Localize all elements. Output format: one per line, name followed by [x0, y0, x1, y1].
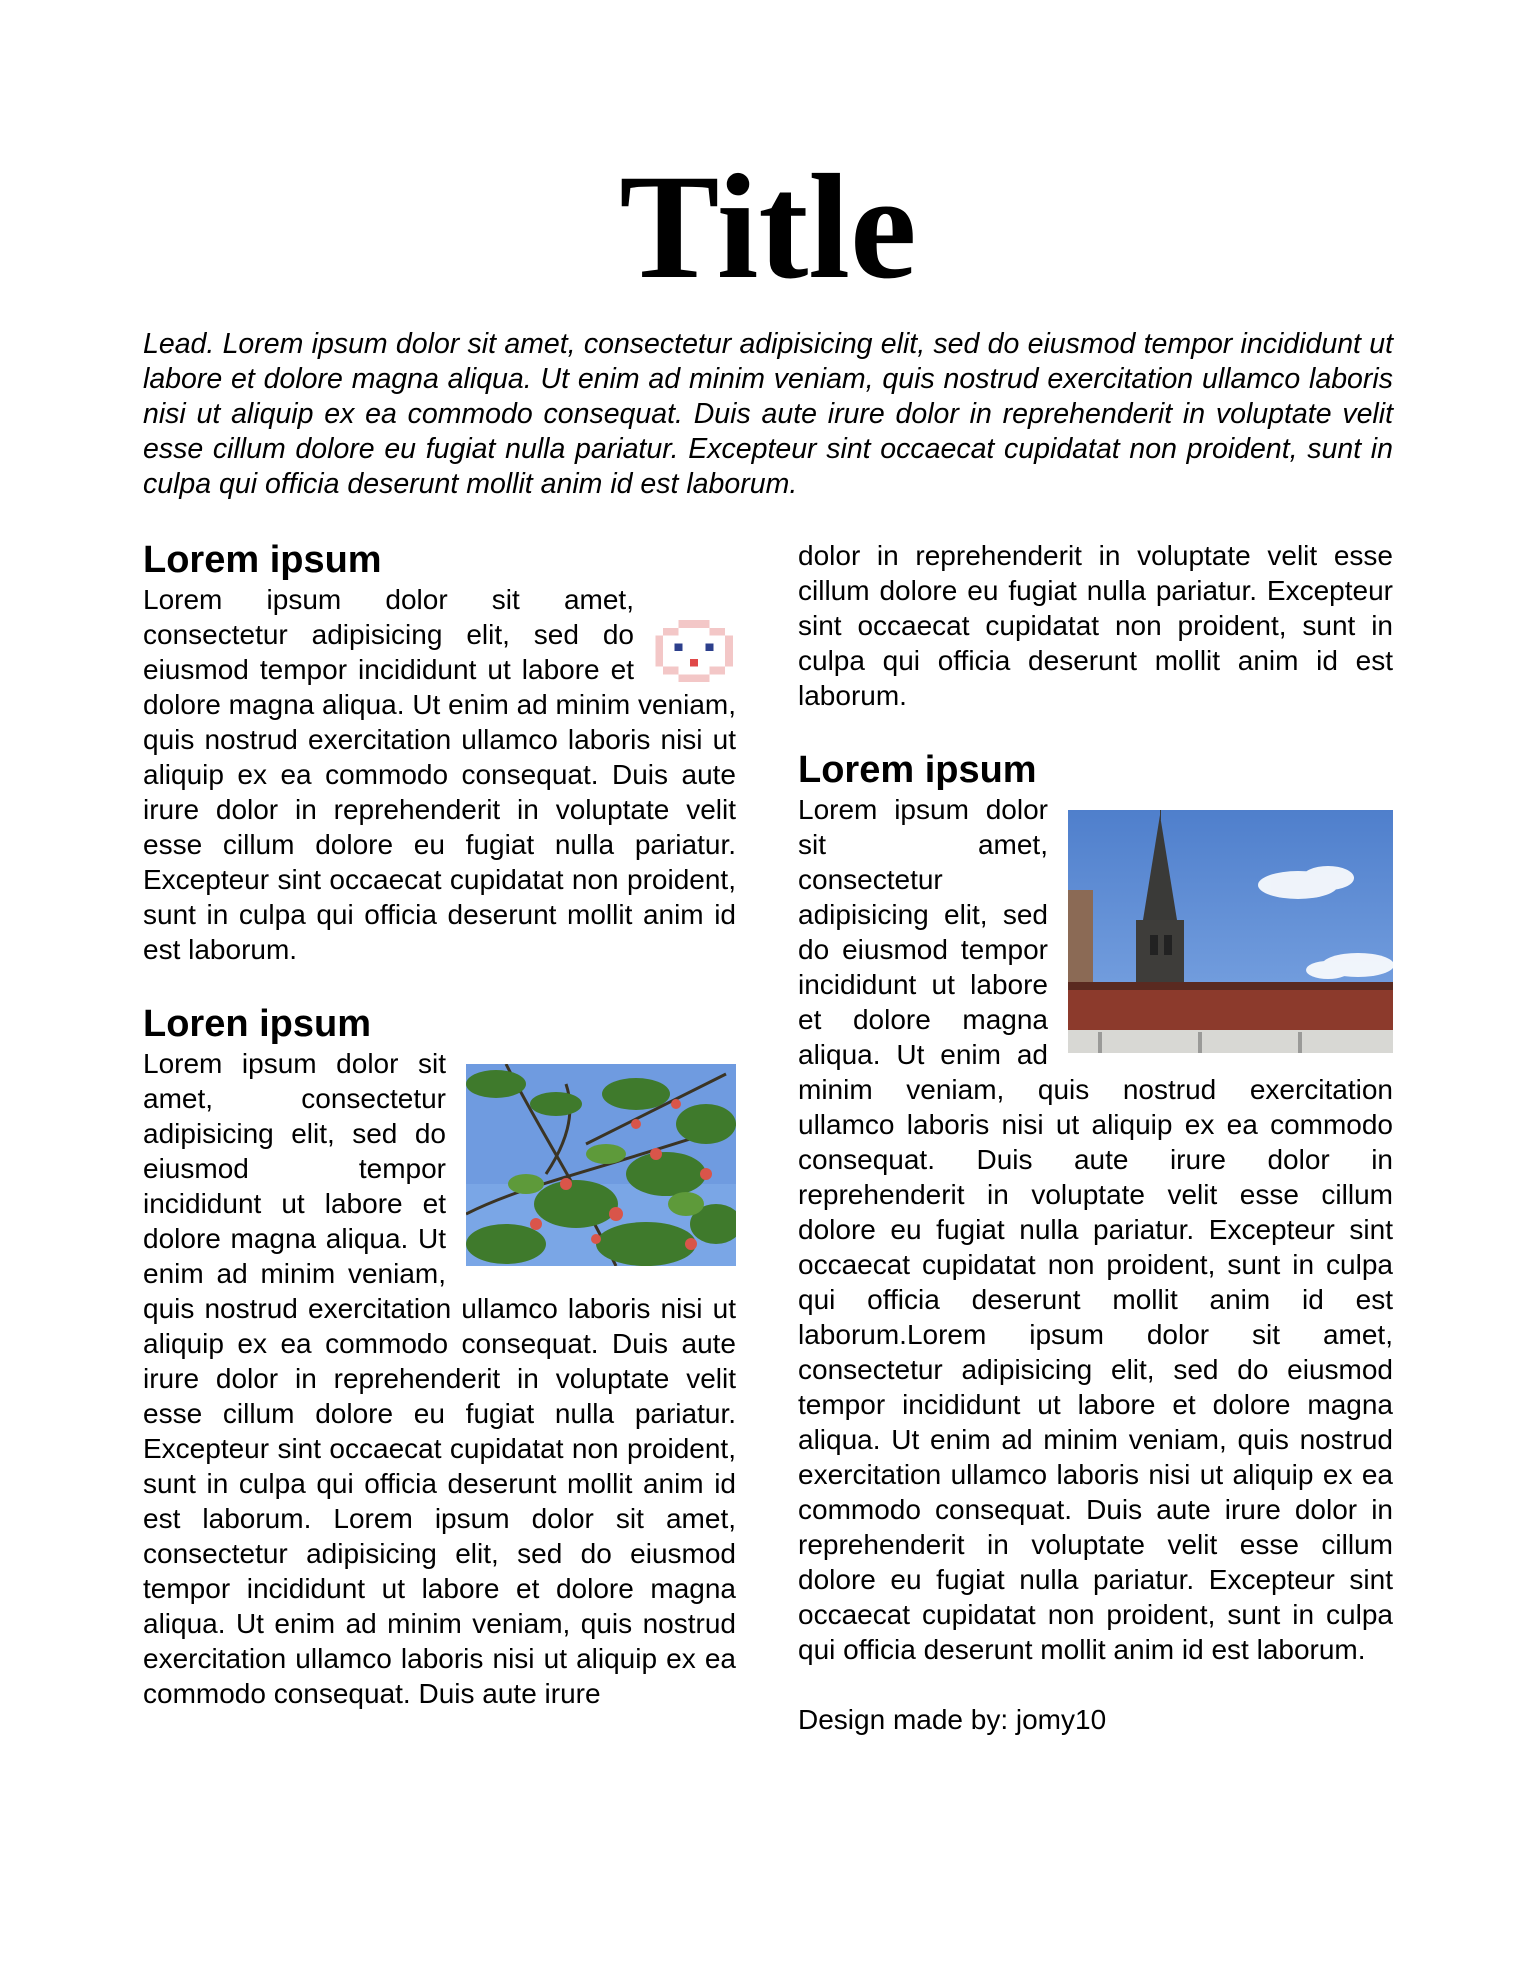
section-2-continued: dolor in reprehenderit in voluptate velit esse cillum dolore eu fugiat nulla pariatur. Excepteur sint occaecat cupidatat non proident, sunt in culpa qui officia deserunt mollit anim id est laborum. [798, 540, 1393, 711]
section-3-heading: Lorem ipsum [798, 749, 1037, 791]
design-credit: Design made by: jomy10 [798, 1704, 1107, 1735]
right-column [798, 538, 1393, 1737]
tree-branches-photo [466, 1064, 736, 1266]
section-1-heading: Lorem ipsum [143, 539, 382, 581]
lead-paragraph: Lead. Lorem ipsum dolor sit amet, consectetur adipisicing elit, sed do eiusmod tempor incididunt ut labore et dolore magna aliqua. Ut enim ad minim veniam, quis nostrud exercitation ullamco laboris nisi ut aliquip ex ea commodo consequat. Duis aute irure dolor in reprehenderit in voluptate velit esse cillum dolore eu fugiat nulla pariatur. Excepteur sint occaecat cupidatat non proident, sunt in culpa qui officia deserunt mollit anim id est laborum. [143, 328, 1393, 500]
section-2-heading: Loren ipsum [143, 1003, 372, 1045]
section-1-body: Lorem ipsum dolor sit amet, consectetur adipisicing elit, sed do eiusmod tempor incididunt ut labore et dolore magna aliqua. Ut enim ad minim veniam, quis nostrud exercitation ullamco laboris nisi ut aliquip ex ea commodo consequat. Duis aute irure dolor in reprehenderit in voluptate velit esse cillum dolore eu fugiat nulla pariatur. Excepteur sint occaecat cupidatat non proident, sunt in culpa qui officia deserunt mollit anim id est laborum. [143, 584, 736, 965]
page-title: Title [619, 144, 917, 310]
church-tower-photo [1068, 810, 1393, 1053]
left-column [143, 538, 736, 1711]
section-3-body: Lorem ipsum dolor sit amet, consectetur adipisicing elit, sed do eiusmod tempor incididunt ut labore et dolore magna aliqua. Ut enim ad minim veniam, quis nostrud exercitation ullamco laboris nisi ut aliquip ex ea commodo consequat. Duis aute irure dolor in reprehenderit in voluptate velit esse cillum dolore eu fugiat nulla pariatur. Excepteur sint occaecat cupidatat non proident, sunt in culpa qui officia deserunt mollit anim id est laborum.Lorem ipsum dolor sit amet, consectetur adipisicing elit, sed do eiusmod tempor incididunt ut labore et dolore magna aliqua. Ut enim ad minim veniam, quis nostrud exercitation ullamco laboris nisi ut aliquip ex ea commodo consequat. Duis aute irure dolor in reprehenderit in voluptate velit esse cillum dolore eu fugiat nulla pariatur. Excepteur sint occaecat cupidatat non proident, sunt in culpa qui officia deserunt mollit anim id est laborum. [798, 794, 1393, 1665]
section-2-body: Lorem ipsum dolor sit amet, consectetur adipisicing elit, sed do eiusmod tempor incididunt ut labore et dolore magna aliqua. Ut enim ad minim veniam, quis nostrud exercitation ullamco laboris nisi ut aliquip ex ea commodo consequat. Duis aute irure dolor in reprehenderit in voluptate velit esse cillum dolore eu fugiat nulla pariatur. Excepteur sint occaecat cupidatat non proident, sunt in culpa qui officia deserunt mollit anim id est laborum. Lorem ipsum dolor sit amet, consectetur adipisicing elit, sed do eiusmod tempor incididunt ut labore et dolore magna aliqua. Ut enim ad minim veniam, quis nostrud exercitation ullamco laboris nisi ut aliquip ex ea commodo consequat. Duis aute irure [143, 1048, 736, 1709]
pixel-face-icon [654, 620, 734, 682]
